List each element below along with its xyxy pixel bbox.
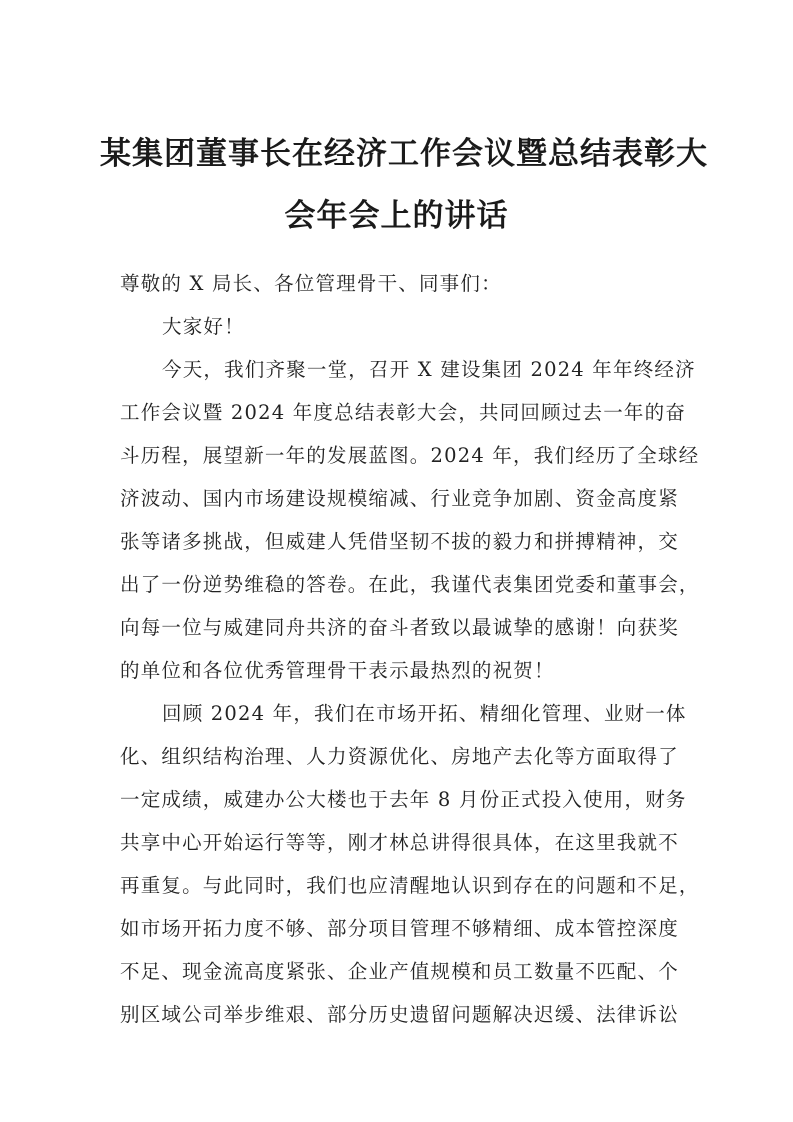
document-title-line-1: 某集团董事长在经济工作会议暨总结表彰大 xyxy=(100,136,708,172)
paragraph-line: 化、组织结构治理、人力资源优化、房地产去化等方面取得了 xyxy=(120,745,679,768)
paragraph-line: 不足、现金流高度紧张、企业产值规模和员工数量不匹配、个 xyxy=(120,960,679,983)
greeting-line: 大家好！ xyxy=(162,315,245,338)
salutation-line: 尊敬的 X 局长、各位管理骨干、同事们： xyxy=(120,272,502,295)
paragraph-line: 回顾 2024 年，我们在市场开拓、精细化管理、业财一体 xyxy=(162,702,687,725)
paragraph-line: 别区域公司举步维艰、部分历史遗留问题解决迟缓、法律诉讼 xyxy=(120,1003,679,1026)
paragraph-line: 斗历程，展望新一年的发展蓝图。2024 年，我们经历了全球经 xyxy=(120,444,700,467)
document-title-line-2: 会年会上的讲话 xyxy=(284,198,509,234)
paragraph-line: 张等诸多挑战，但威建人凭借坚韧不拔的毅力和拼搏精神，交 xyxy=(120,530,679,553)
paragraph-line: 如市场开拓力度不够、部分项目管理不够精细、成本管控深度 xyxy=(120,917,679,940)
paragraph-line: 工作会议暨 2024 年度总结表彰大会，共同回顾过去一年的奋 xyxy=(120,401,687,424)
paragraph-line: 济波动、国内市场建设规模缩减、行业竞争加剧、资金高度紧 xyxy=(120,487,679,510)
paragraph-line: 一定成绩，威建办公大楼也于去年 8 月份正式投入使用，财务 xyxy=(120,788,687,811)
paragraph-line: 今天，我们齐聚一堂，召开 X 建设集团 2024 年年终经济 xyxy=(162,358,696,381)
paragraph-line: 向每一位与威建同舟共济的奋斗者致以最诚挚的感谢！向获奖 xyxy=(120,616,679,639)
paragraph-line: 共享中心开始运行等等，刚才林总讲得很具体，在这里我就不 xyxy=(120,831,679,854)
paragraph-line: 再重复。与此同时，我们也应清醒地认识到存在的问题和不足， xyxy=(120,874,700,897)
paragraph-line: 出了一份逆势维稳的答卷。在此，我谨代表集团党委和董事会， xyxy=(120,573,700,596)
paragraph-line: 的单位和各位优秀管理骨干表示最热烈的祝贺！ xyxy=(120,659,555,682)
